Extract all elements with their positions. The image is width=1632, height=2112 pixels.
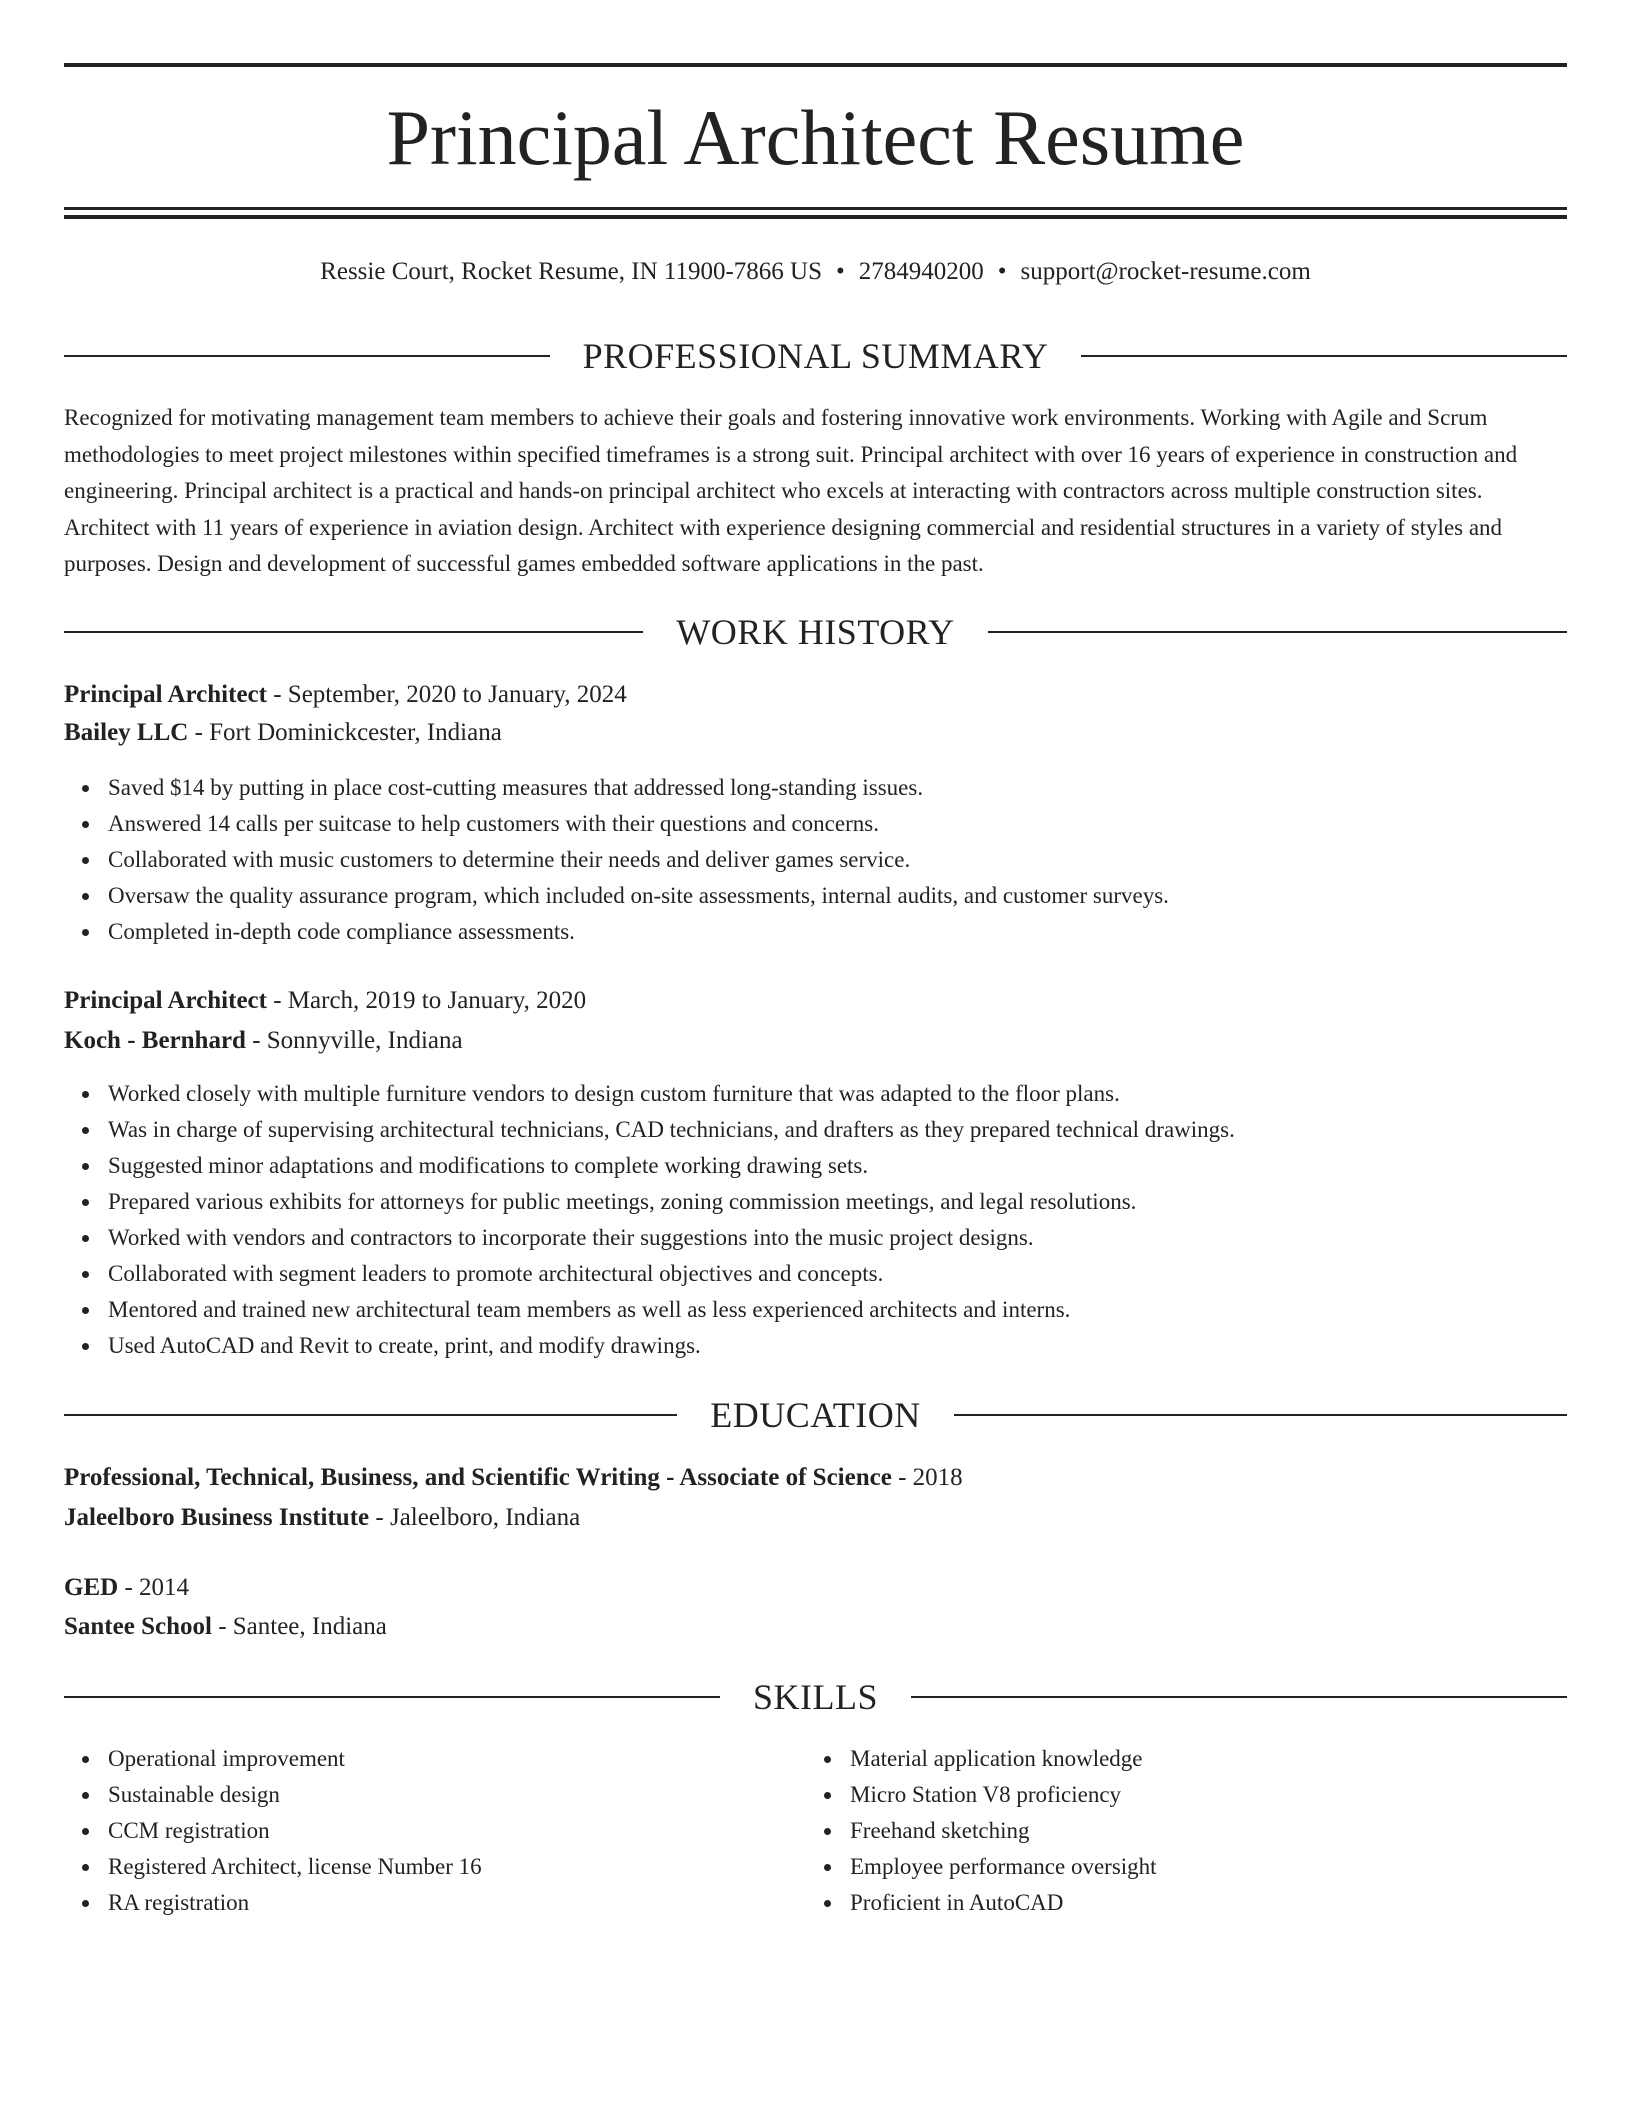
contact-phone: 2784940200	[858, 258, 984, 285]
section-heading-work	[64, 609, 1567, 655]
list-item: Worked closely with multiple furniture vendors to design custom furniture that was adapted to the floor plans.	[108, 1076, 1235, 1112]
job-role: Principal Architect	[64, 681, 267, 708]
contact-line	[64, 254, 1567, 290]
job-title-line	[64, 677, 627, 713]
contact-separator: •	[835, 258, 845, 285]
heading-rule-right	[1081, 355, 1567, 357]
job-title-line	[64, 983, 586, 1019]
job-role: Principal Architect	[64, 987, 267, 1014]
contact-separator: •	[997, 258, 1007, 285]
list-item: Mentored and trained new architectural team members as well as less experienced architects and interns.	[108, 1292, 1235, 1328]
skill-item: Proficient in AutoCAD	[850, 1885, 1550, 1921]
job-location: - Sonnyville, Indiana	[245, 1027, 463, 1054]
heading-rule-left	[64, 1414, 677, 1416]
education-location: - Jaleelboro, Indiana	[369, 1504, 581, 1531]
skill-item: Freehand sketching	[850, 1813, 1550, 1849]
skill-item: Micro Station V8 proficiency	[850, 1777, 1550, 1813]
section-label: WORK HISTORY	[676, 612, 955, 652]
education-degree-line	[64, 1460, 963, 1496]
job-dates: - March, 2019 to January, 2020	[266, 987, 587, 1014]
education-school: Santee School	[64, 1613, 212, 1640]
top-rule	[64, 63, 1567, 67]
skill-item: Registered Architect, license Number 16	[108, 1849, 808, 1885]
skill-item: RA registration	[108, 1885, 808, 1921]
education-school-line	[64, 1500, 580, 1536]
job-company-line	[64, 715, 502, 751]
education-degree-line	[64, 1570, 189, 1606]
skills-list-right	[806, 1741, 1550, 1921]
education-location: - Santee, Indiana	[211, 1613, 387, 1640]
resume-title: Principal Architect Resume	[386, 94, 1245, 181]
job-company: Koch - Bernhard	[64, 1027, 246, 1054]
list-item: Collaborated with music customers to determine their needs and deliver games service.	[108, 842, 1169, 878]
job-bullets	[64, 770, 1169, 950]
education-degree: GED	[64, 1574, 119, 1601]
heading-rule-right	[988, 631, 1567, 633]
list-item: Worked with vendors and contractors to incorporate their suggestions into the music project designs.	[108, 1220, 1235, 1256]
list-item: Oversaw the quality assurance program, which included on-site assessments, internal audits, and customer surveys.	[108, 878, 1169, 914]
skill-item: Employee performance oversight	[850, 1849, 1550, 1885]
education-school: Jaleelboro Business Institute	[64, 1504, 370, 1531]
skill-item: CCM registration	[108, 1813, 808, 1849]
title-rule-upper	[64, 207, 1567, 210]
education-school-line	[64, 1609, 387, 1645]
skills-list-left	[64, 1741, 808, 1921]
contact-email: support@rocket-resume.com	[1020, 258, 1311, 285]
job-location: - Fort Dominickcester, Indiana	[188, 719, 502, 746]
skill-item: Material application knowledge	[850, 1741, 1550, 1777]
contact-address: Ressie Court, Rocket Resume, IN 11900-7866 US	[320, 258, 822, 285]
job-company-line	[64, 1023, 463, 1059]
section-label: EDUCATION	[710, 1395, 921, 1435]
heading-rule-right	[954, 1414, 1567, 1416]
list-item: Answered 14 calls per suitcase to help customers with their questions and concerns.	[108, 806, 1169, 842]
list-item: Was in charge of supervising architectural technicians, CAD technicians, and drafters as they prepared technical drawings.	[108, 1112, 1235, 1148]
list-item: Suggested minor adaptations and modifications to complete working drawing sets.	[108, 1148, 1235, 1184]
section-heading-education	[64, 1392, 1567, 1438]
education-year: - 2014	[118, 1574, 190, 1601]
summary-text: Recognized for motivating management team members to achieve their goals and fostering innovative work environments. Working with Agile and Scrum methodologies to meet project milestones within specified timeframes is a strong suit. Principal architect with over 16 years of experience in construction and engineering. Principal architect is a practical and hands-on principal architect who excels at interacting with contractors across multiple construction sites. Architect with 11 years of experience in aviation design. Architect with experience designing commercial and residential structures in a variety of styles and purposes. Design and development of successful games embedded software applications in the past.	[64, 405, 1518, 576]
job-bullets	[64, 1076, 1235, 1364]
section-heading-skills	[64, 1674, 1567, 1720]
list-item: Collaborated with segment leaders to promote architectural objectives and concepts.	[108, 1256, 1235, 1292]
heading-rule-left	[64, 355, 550, 357]
heading-rule-left	[64, 631, 643, 633]
job-company: Bailey LLC	[64, 719, 189, 746]
list-item: Used AutoCAD and Revit to create, print, and modify drawings.	[108, 1328, 1235, 1364]
section-heading-summary	[64, 333, 1567, 379]
job-dates: - September, 2020 to January, 2024	[266, 681, 627, 708]
list-item: Completed in-depth code compliance assessments.	[108, 914, 1169, 950]
skill-item: Sustainable design	[108, 1777, 808, 1813]
heading-rule-left	[64, 1696, 720, 1698]
heading-rule-right	[911, 1696, 1567, 1698]
education-degree: Professional, Technical, Business, and Scientific Writing - Associate of Science	[64, 1464, 892, 1491]
education-year: - 2018	[891, 1464, 963, 1491]
title-rule-lower	[64, 215, 1567, 219]
section-label: PROFESSIONAL SUMMARY	[582, 336, 1049, 376]
list-item: Saved $14 by putting in place cost-cutting measures that addressed long-standing issues.	[108, 770, 1169, 806]
section-label: SKILLS	[753, 1677, 879, 1717]
skill-item: Operational improvement	[108, 1741, 808, 1777]
list-item: Prepared various exhibits for attorneys for public meetings, zoning commission meetings, and legal resolutions.	[108, 1184, 1235, 1220]
